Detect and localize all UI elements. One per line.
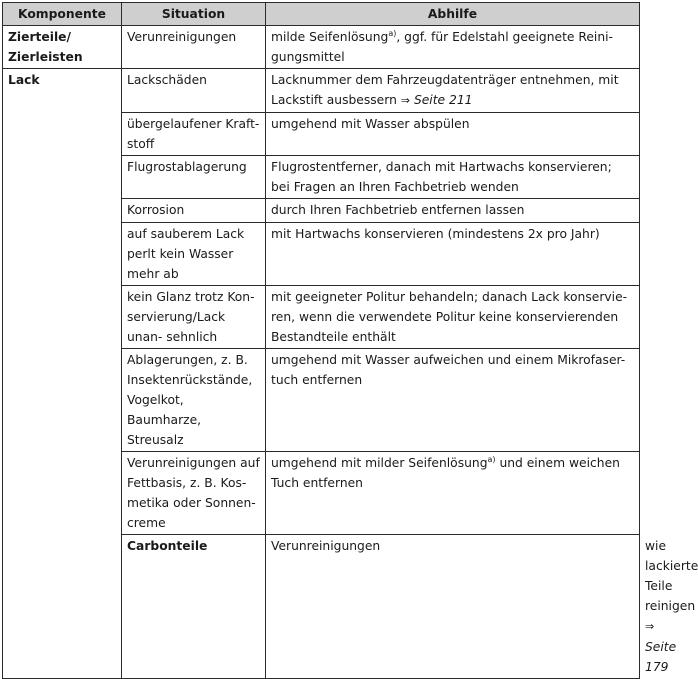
- abhilfe-text-rest: , ggf. für Edelstahl geeignete Reini- gungsmittel: [271, 30, 613, 64]
- page-ref-arrow-icon: ⇒: [400, 94, 411, 107]
- care-table: [2, 2, 698, 679]
- komponente-cell: Lack: [3, 69, 122, 679]
- page-ref-arrow-icon: ⇒: [645, 620, 655, 633]
- situation-cell: Korrosion: [122, 199, 266, 223]
- abhilfe-text-rest: und einem weichen Tuch entfernen: [271, 456, 620, 490]
- abhilfe-cell: [266, 26, 640, 69]
- header-abhilfe: Abhilfe: [266, 3, 640, 26]
- situation-cell: Ablagerungen, z. B. Insektenrückstände, Vogelkot, Baumharze, Streusalz: [122, 349, 266, 452]
- abhilfe-cell: Flugrostentferner, danach mit Hartwachs konservieren; bei Fragen an Ihren Fachbetrieb wenden: [266, 156, 640, 199]
- situation-cell: Flugrostablagerung: [122, 156, 266, 199]
- abhilfe-cell: mit geeigneter Politur behandeln; danach Lack konservie- ren, wenn die verwendete Politur keine konservierenden Bestandteile enthält: [266, 286, 640, 349]
- header-situation: Situation: [122, 3, 266, 26]
- footnote-marker: a): [487, 455, 496, 464]
- page-ref-link[interactable]: Seite 179: [645, 640, 677, 674]
- situation-cell: kein Glanz trotz Kon- servierung/Lack unan- sehnlich: [122, 286, 266, 349]
- page-ref-link[interactable]: Seite 211: [413, 93, 473, 107]
- abhilfe-text: Lacknummer dem Fahrzeugdatenträger entnehmen, mit Lackstift ausbessern: [271, 73, 619, 107]
- situation-cell: auf sauberem Lack perlt kein Wasser mehr ab: [122, 223, 266, 286]
- situation-cell: Verunreinigungen: [266, 535, 640, 679]
- footnote-marker: a): [388, 29, 397, 38]
- situation-cell: Verunreinigungen auf Fettbasis, z. B. Kos- metika oder Sonnen- creme: [122, 452, 266, 535]
- header-komponente: Komponente: [3, 3, 122, 26]
- abhilfe-cell: umgehend mit Wasser abspülen: [266, 113, 640, 156]
- abhilfe-text: wie lackierte Teile reinigen: [645, 539, 698, 613]
- abhilfe-cell: mit Hartwachs konservieren (mindestens 2x pro Jahr): [266, 223, 640, 286]
- abhilfe-text: milde Seifenlösung: [271, 30, 389, 44]
- abhilfe-cell: umgehend mit Wasser aufweichen und einem Mikrofaser- tuch entfernen: [266, 349, 640, 452]
- abhilfe-cell: durch Ihren Fachbetrieb entfernen lassen: [266, 199, 640, 223]
- komponente-cell: Zierteile/ Zierleisten: [3, 26, 122, 69]
- situation-cell: Verunreinigungen: [122, 26, 266, 69]
- situation-cell: Lackschäden: [122, 69, 266, 113]
- header-row: [3, 3, 640, 26]
- abhilfe-cell: [266, 452, 640, 535]
- abhilfe-cell: [266, 69, 640, 113]
- komponente-cell: Carbonteile: [122, 535, 266, 679]
- table-row: [3, 69, 640, 113]
- abhilfe-text: umgehend mit milder Seifenlösung: [271, 456, 488, 470]
- table-row: [3, 26, 640, 69]
- situation-cell: übergelaufener Kraft- stoff: [122, 113, 266, 156]
